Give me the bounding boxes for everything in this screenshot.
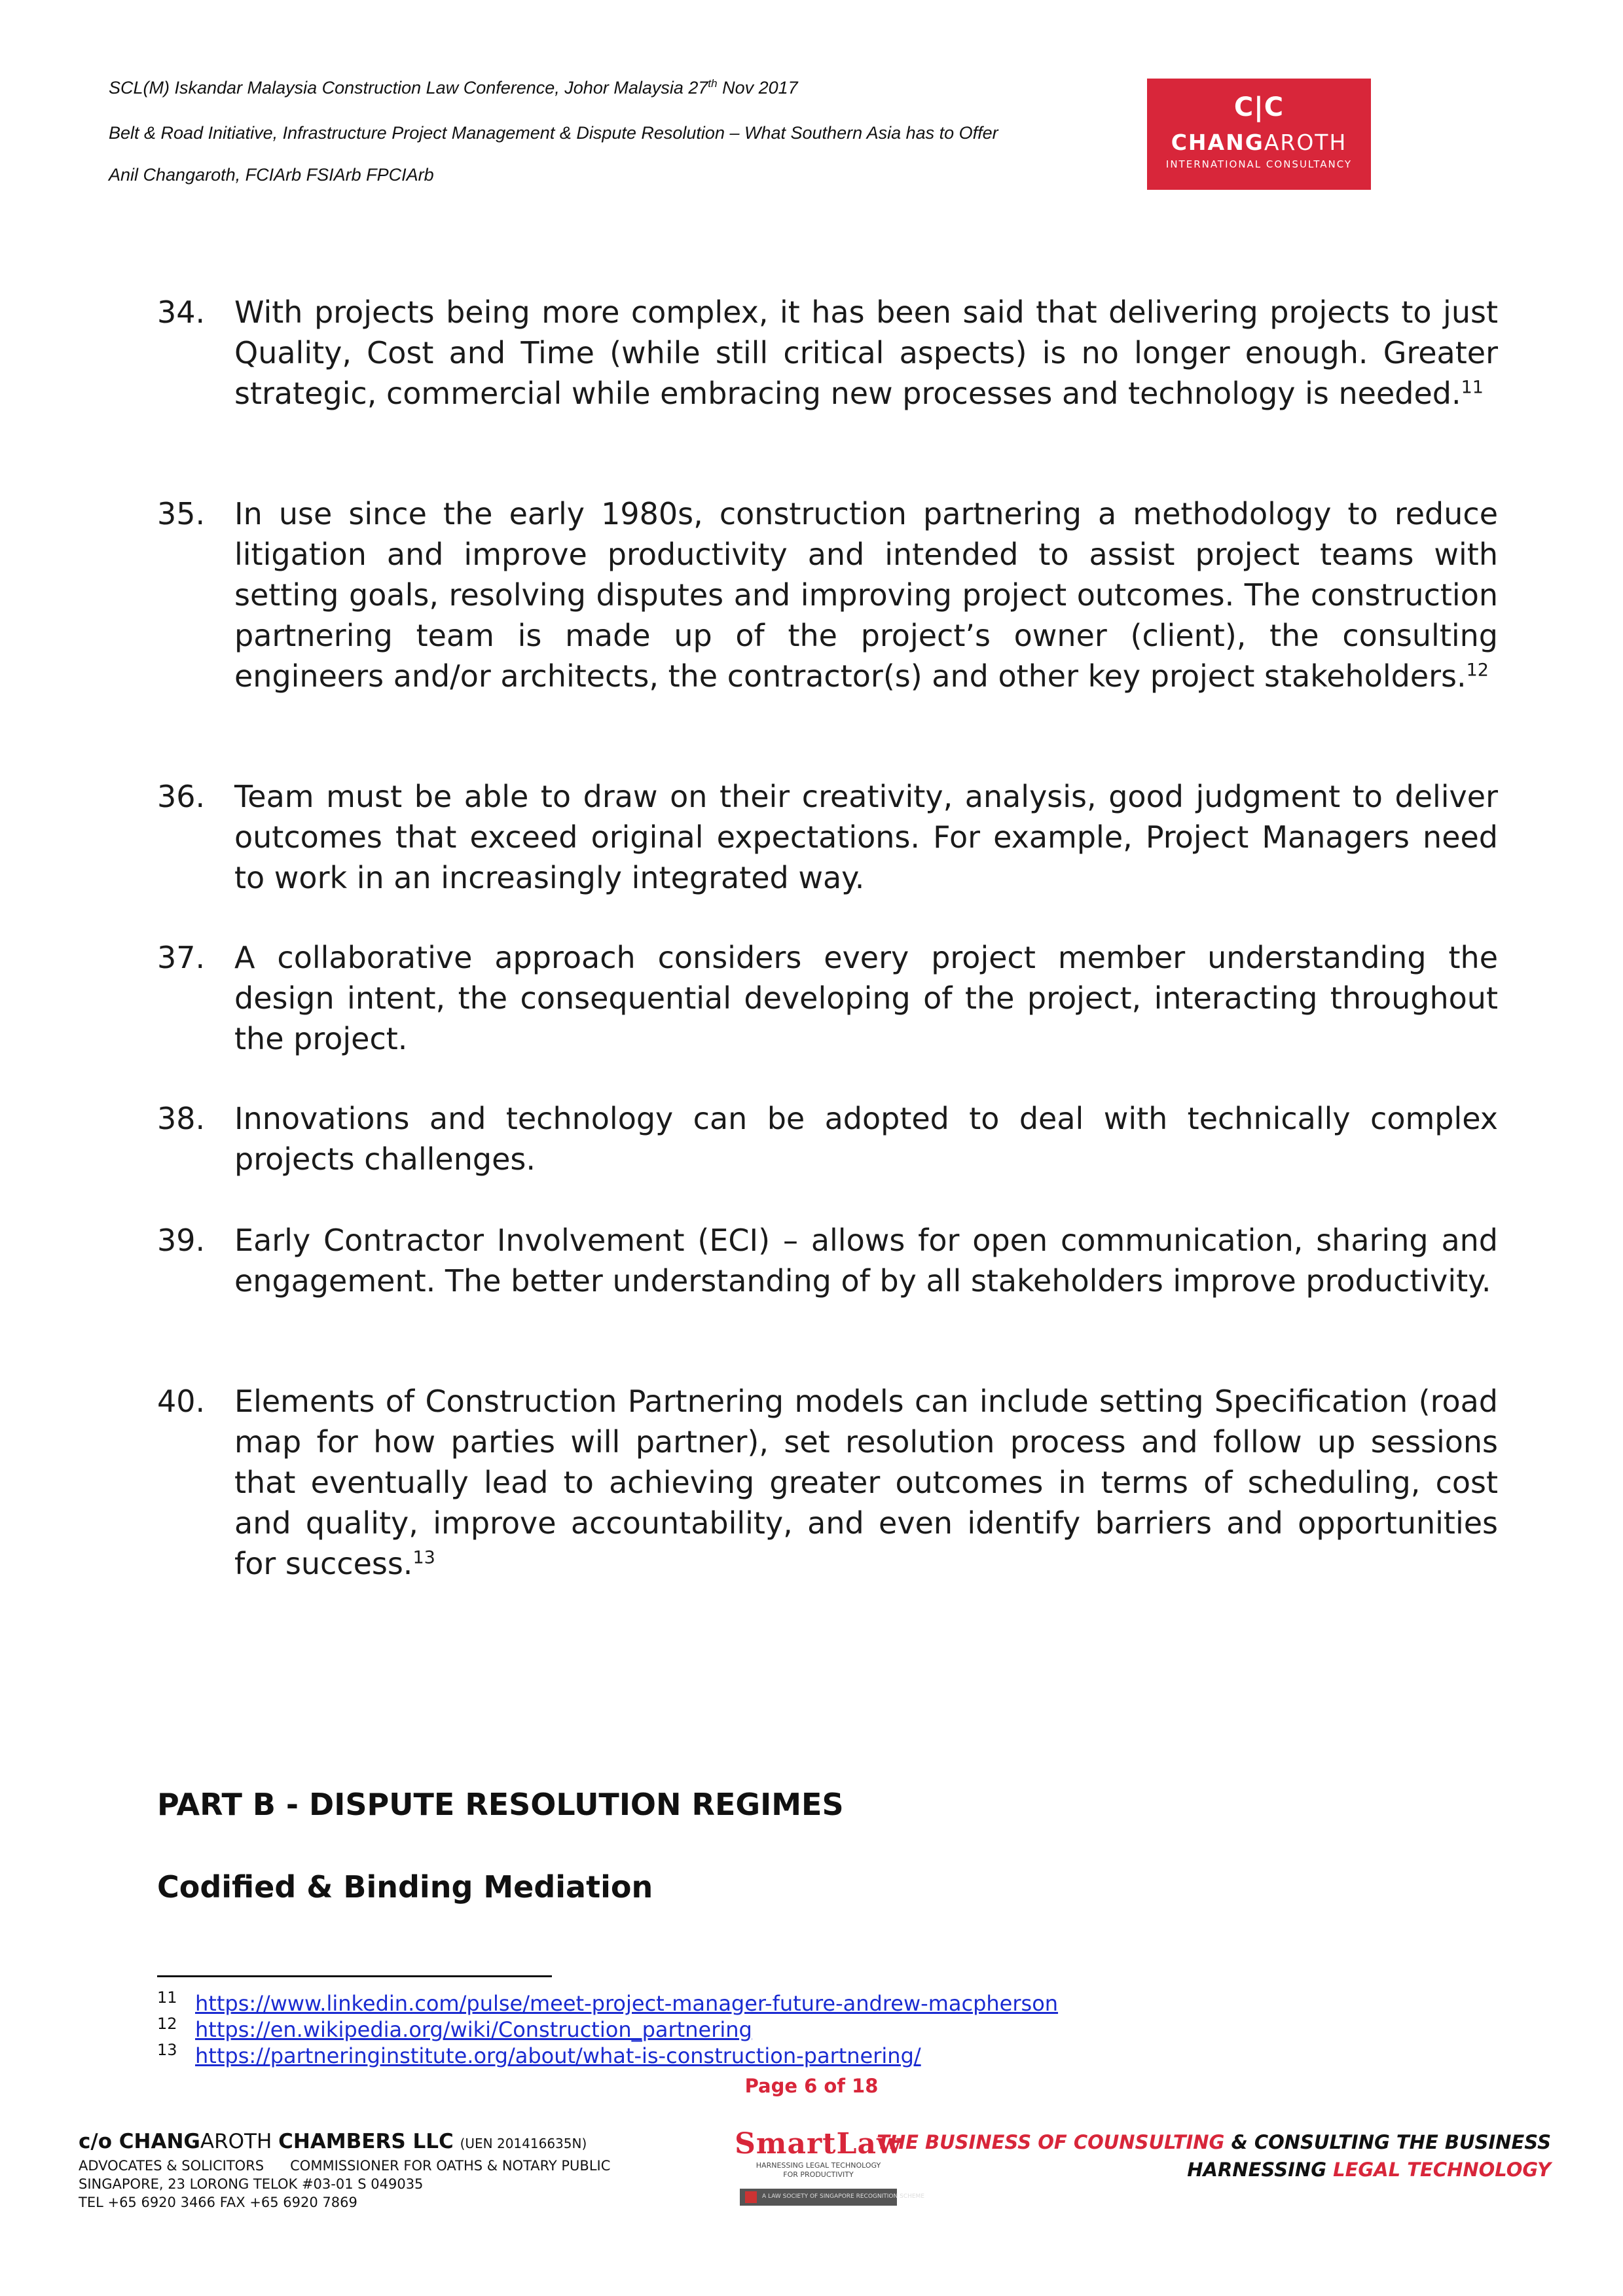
paragraph-text: Early Contractor Involvement (ECI) – allows for open communication, sharing and engagement. The better understanding of by all stakeholders improve productivity. [234,1223,1498,1299]
smartlaw-wordmark: SmartLaw [735,2127,902,2161]
firm-contact: TEL +65 6920 3466 FAX +65 6920 7869 [79,2195,357,2210]
smartlaw-logo: SmartLaw HARNESSING LEGAL TECHNOLOGY FOR PRODUCTIVITY A LAW SOCIETY OF SINGAPORE RECOGNITION SCHEME [733,2127,903,2219]
header-topic-line: Belt & Road Initiative, Infrastructure Project Management & Dispute Resolution – What Southern Asia has to Offer [109,123,998,143]
paragraph-text: Team must be able to draw on their creativity, analysis, good judgment to deliver outcomes that exceed original expectations. For example, Project Managers need to work in an increasingly integrated way. [234,779,1498,895]
paragraph-34 [157,292,1498,414]
header-conference-line: SCL(M) Iskandar Malaysia Construction Law Conference, Johor Malaysia 27th Nov 2017 [109,77,798,98]
paragraph-text: With projects being more complex, it has been said that delivering projects to just Quality, Cost and Time (while still critical aspects) is no longer enough. Greater strategic, commercial while embracing new processes and technology is needed.$^{11}$ [234,295,1498,411]
footnote-ref[interactable]: 11 [1461,377,1484,398]
law-society-icon [745,2191,757,2203]
footnote-11: 11 https://www.linkedin.com/pulse/meet-project-manager-future-andrew-macpherson [157,1988,1059,2016]
page-number: Page 6 of 18 [744,2075,879,2097]
law-society-badge: A LAW SOCIETY OF SINGAPORE RECOGNITION SCHEME [740,2189,897,2206]
paragraph-number: 38. [157,1101,206,1136]
footnote-12: 12 https://en.wikipedia.org/wiki/Construction_partnering [157,2015,752,2042]
footnote-divider [157,1975,552,1977]
firm-name: c/o CHANGAROTH CHAMBERS LLC (UEN 201416635N) [79,2130,587,2153]
paragraph-number: 35. [157,496,206,531]
changaroth-logo [1147,79,1371,190]
footnote-link[interactable]: https://www.linkedin.com/pulse/meet-project-manager-future-andrew-macpherson [195,1991,1059,2016]
footer-tagline: THE BUSINESS OF COUNSULTING & CONSULTING THE BUSINESS HARNESSING LEGAL TECHNOLOGY [877,2131,1551,2181]
footer-firm-block [79,2128,610,2212]
paragraph-text: In use since the early 1980s, construction partnering a methodology to reduce litigation and improve productivity and intended to assist project teams with setting goals, resolving disputes and improving project outcomes. The construction partnering team is made up of the project’s owner (client), the consulting engineers and/or architects, the contractor(s) and other key project stakeholders.$^{12}$ [234,496,1498,694]
paragraph-text: A collaborative approach considers every project member understanding the design intent, the consequential developing of the project, interacting throughout the project. [234,940,1498,1056]
paragraph-number: 39. [157,1223,206,1258]
logo-mark: C|C [1233,92,1285,122]
footnote-13: 13 https://partneringinstitute.org/about/what-is-construction-partnering/ [157,2041,921,2068]
paragraph-39 [157,1220,1498,1301]
paragraph-number: 34. [157,295,206,330]
firm-services: ADVOCATES & SOLICITORS COMMISSIONER FOR OATHS & NOTARY PUBLIC [79,2158,611,2174]
header-author-line: Anil Changaroth, FCIArb FSIArb FPCIArb [109,165,434,185]
paragraph-number: 36. [157,779,206,814]
paragraph-number: 40. [157,1384,206,1419]
paragraph-36 [157,776,1498,898]
footnote-link[interactable]: https://en.wikipedia.org/wiki/Construction_partnering [195,2017,752,2042]
logo-subtitle: INTERNATIONAL CONSULTANCY [1165,158,1353,170]
logo-name: CHANGAROTH [1171,130,1347,155]
paragraph-text: Elements of Construction Partnering models can include setting Specification (road map for how parties will partner), set resolution process and follow up sessions that eventually lead to achieving greater outcomes in terms of scheduling, cost and quality, improve accountability, and even identify barriers and opportunities for success.$^{13}$ [234,1384,1498,1581]
footnote-ref[interactable]: 12 [1466,660,1489,681]
paragraph-38 [157,1098,1498,1179]
footnote-link[interactable]: https://partneringinstitute.org/about/what-is-construction-partnering/ [195,2043,921,2068]
paragraph-37 [157,937,1498,1059]
paragraph-35 [157,493,1498,696]
paragraph-40 [157,1381,1498,1584]
subsection-heading: Codified & Binding Mediation [157,1869,653,1905]
paragraph-text: Innovations and technology can be adopted to deal with technically complex projects challenges. [234,1101,1498,1177]
part-b-heading: PART B - DISPUTE RESOLUTION REGIMES [157,1787,844,1822]
paragraph-number: 37. [157,940,206,975]
firm-address: SINGAPORE, 23 LORONG TELOK #03-01 S 049035 [79,2176,424,2192]
footnote-ref[interactable]: 13 [412,1547,435,1568]
